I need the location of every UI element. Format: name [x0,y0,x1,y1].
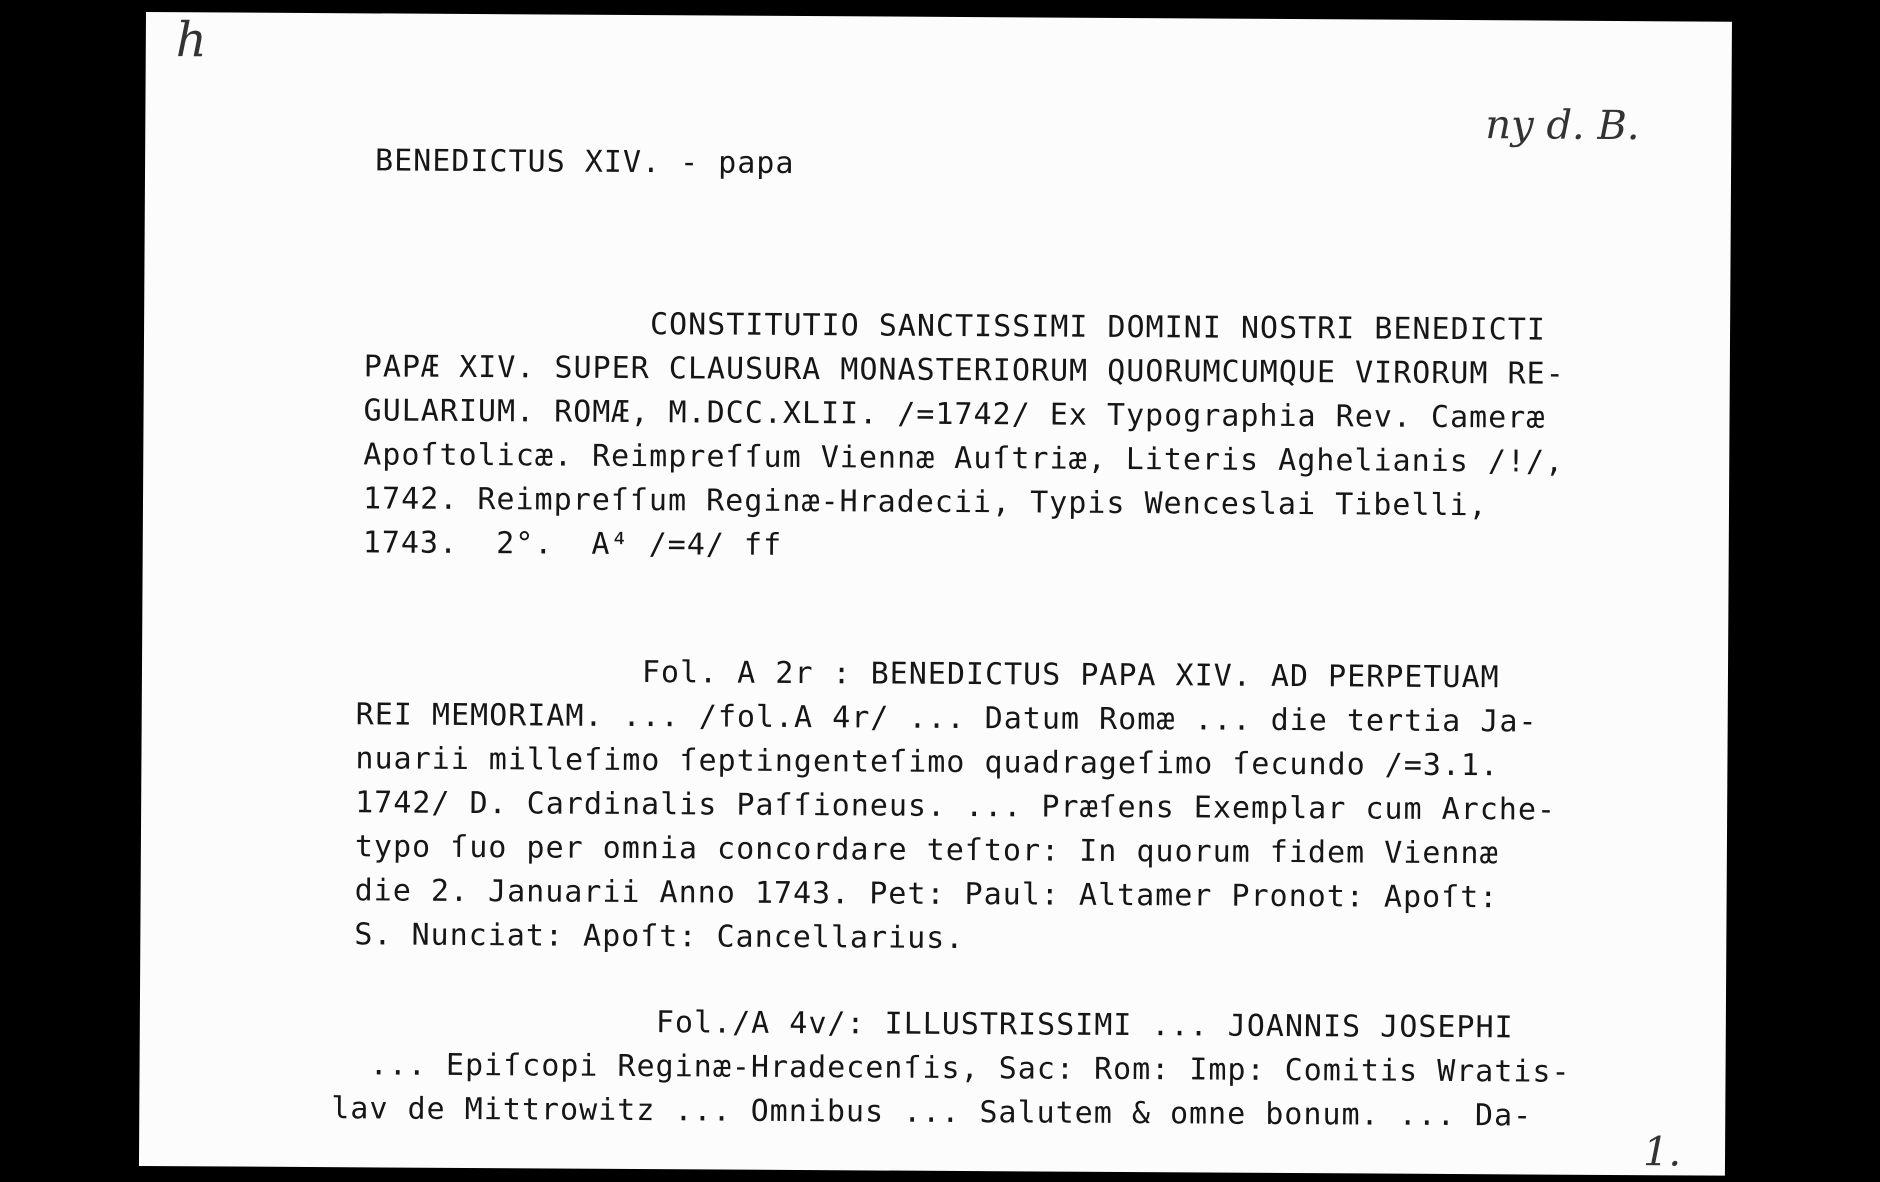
paragraph-title [362,305,1565,586]
text-line: typo ſuo per omnia concordare teſtor: In quorum fidem Viennæ [354,829,1499,872]
text-line: REI MEMORIAM. ... /fol.A 4r/ ... Datum Romæ ... die tertia Ja- [355,697,1538,740]
paragraph-folio-4v [331,1003,1571,1176]
text-line: ... Epiſcopi Reginæ-Hradecenſis, Sac: Rom: Imp: Comitis Wratis- [331,1047,1571,1090]
catalog-card [139,12,1732,1176]
text-line: GULARIUM. ROMÆ, M.DCC.XLII. /=1742/ Ex Typographia Rev. Cameræ [363,393,1546,436]
text-line: lav de Mittrowitz ... Omnibus ... Salutem & omne bonum. ... Da- [331,1091,1533,1134]
handwritten-page-number: 1. [1642,1129,1682,1176]
text-line: die 2. Januarii Anno 1743. Pet: Paul: Altamer Pronot: Apoſt: [354,873,1499,916]
text-line: S. Nunciat: Apoſt: Cancellarius. [354,917,965,957]
text-line: PAPÆ XIV. SUPER CLAUSURA MONASTERIORUM QUORUMCUMQUE VIRORUM RE- [363,349,1565,392]
paragraph-folio-2r [354,653,1557,969]
handwritten-corner-mark: h [175,12,207,69]
text-line: Fol. A 2r : BENEDICTUS PAPA XIV. AD PERPETUAM [355,653,1500,696]
text-line: nuarii milleſimo ſeptingenteſimo quadrageſimo ſecundo /=3.1. [355,741,1500,784]
text-line: Fol./A 4v/: ILLUSTRISSIMI ... JOANNIS JOSEPHI [331,1003,1514,1046]
card-heading: BENEDICTUS XIV. - papa [374,143,795,181]
text-line: 1742/ D. Cardinalis Paſſioneus. ... Præſens Exemplar cum Arche- [355,785,1557,828]
text-line: 1743. 2°. A⁴ /=4/ ff [362,525,783,563]
text-line: CONSTITUTIO SANCTISSIMI DOMINI NOSTRI BENEDICTI [363,305,1547,348]
text-line: 1742. Reimpreſſum Reginæ-Hradecii, Typis Wenceslai Tibelli, [362,481,1488,524]
text-line: Apoſtolicæ. Reimpreſſum Viennæ Auſtriæ, Literis Aghelianis /!/, [363,437,1565,480]
handwritten-shelfmark: ny d. B. [1485,102,1640,150]
